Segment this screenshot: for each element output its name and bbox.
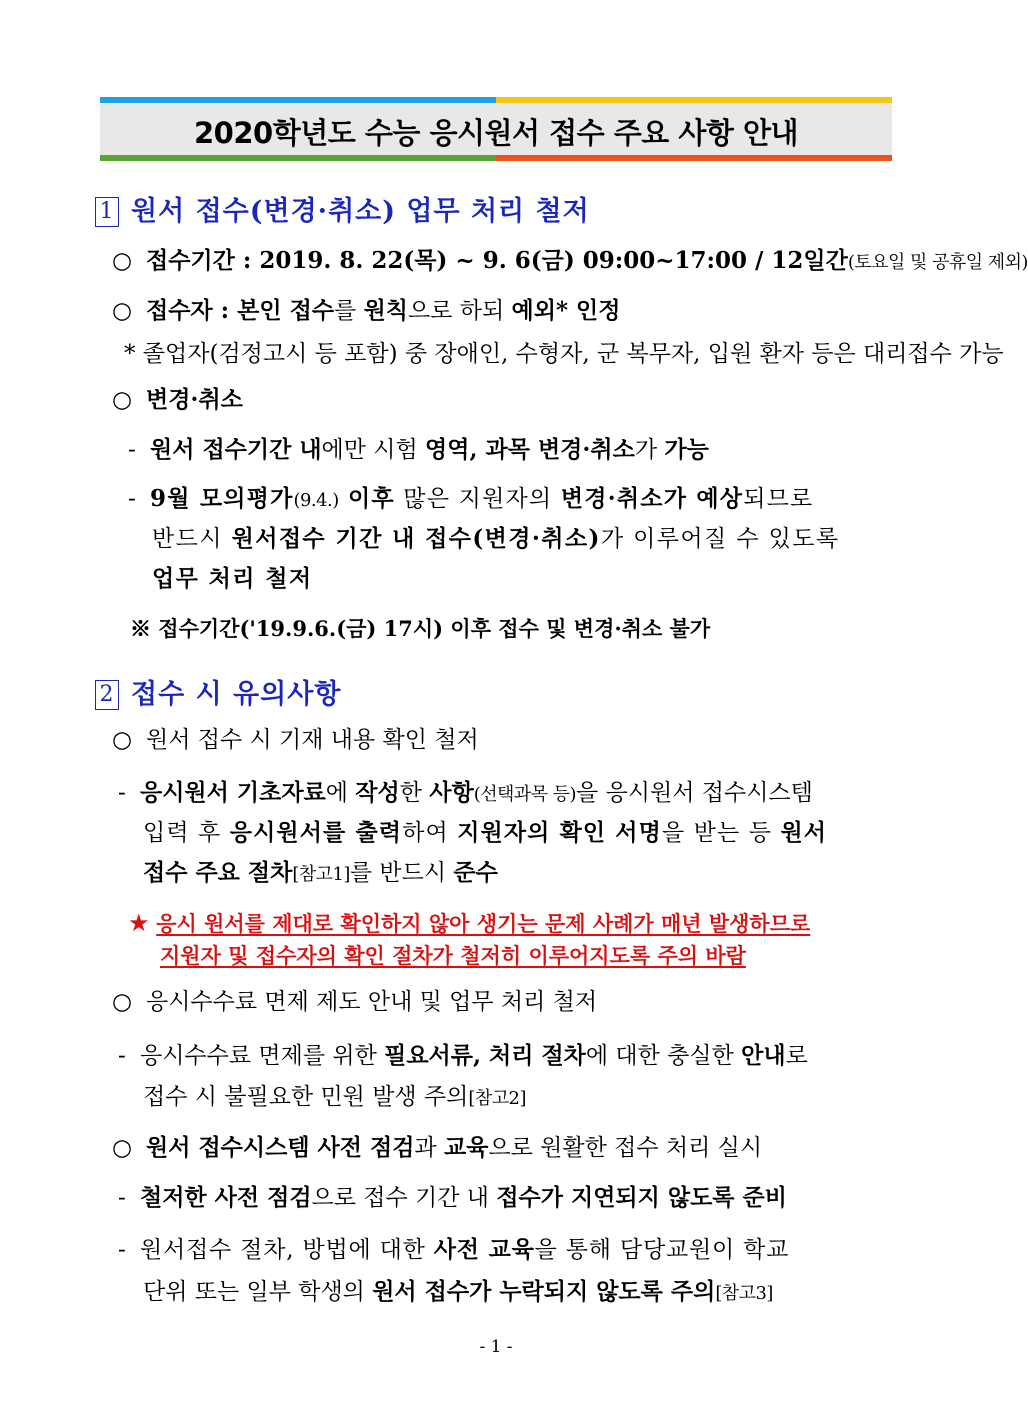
section2-title: 접수 시 유의사항: [131, 679, 342, 710]
check1-l1c: 작성: [355, 779, 400, 806]
change2-l1f: 되므로: [743, 486, 814, 512]
check1-line2: [143, 821, 827, 845]
check1-l3c: 를 반드시: [349, 860, 454, 886]
change1-a: 원서 접수기간 내: [150, 436, 322, 463]
change1-e: 가능: [664, 436, 709, 463]
alert-text-2: 지원자 및 접수자의 확인 절차가 철저히 이루어지도록 주의 바람: [160, 943, 746, 968]
system2-l2b: 원서 접수가 누락되지 않도록 주의: [372, 1278, 716, 1305]
section2-number: 2: [95, 680, 119, 710]
check-heading-line: [112, 729, 479, 752]
dash-icon: -: [118, 1185, 126, 1211]
check1-l2a: 입력 후: [143, 820, 230, 846]
dash-icon: -: [128, 486, 137, 512]
receiver-text-d: 으로 하되: [408, 298, 512, 324]
alert-line2: [160, 945, 746, 967]
change2-l1b: (9.4.): [293, 490, 339, 511]
dash-icon: -: [118, 1043, 126, 1069]
fee1-l1b: 필요서류, 처리 절차: [384, 1042, 586, 1069]
change2-l1d: 많은 지원자의: [394, 486, 561, 512]
system2-l1a: 원서접수 절차, 방법에 대한: [140, 1237, 434, 1263]
system2-line2: [143, 1280, 773, 1304]
bullet-icon: ○: [112, 387, 133, 413]
banner-bar-green: [100, 155, 496, 161]
check1-l2f: 원서: [780, 819, 828, 846]
change-heading: 변경·취소: [146, 386, 243, 413]
bullet-icon: ○: [112, 248, 133, 274]
change2-l1c: 이후: [338, 485, 395, 512]
check1-l3b: [참고1]: [292, 864, 350, 885]
deadline-warning: ※ 접수기간('19.9.6.(금) 17시) 이후 접수 및 변경·취소 불가: [130, 616, 711, 641]
fee1-l2b: [참고2]: [468, 1088, 526, 1109]
check1-l1f: (선택과목 등): [473, 784, 577, 805]
star-icon: ★: [128, 909, 150, 937]
change2-line3: 업무 처리 철저: [152, 565, 313, 592]
section1-title: 원서 접수(변경·취소) 업무 처리 철저: [131, 196, 590, 227]
system1-c: 접수가 지연되지 않도록 준비: [496, 1184, 787, 1211]
check1-l2b: 응시원서를 출력: [229, 819, 403, 846]
banner-bar-yellow: [496, 97, 892, 103]
period-note: (토요일 및 공휴일 제외): [847, 252, 1028, 273]
fee1-line1: [118, 1044, 808, 1068]
dash-icon: -: [128, 437, 136, 463]
check1-line3: [143, 861, 498, 885]
alert-line1: [128, 911, 810, 935]
receiver-text-b: 를: [334, 298, 364, 324]
check1-l2e: 을 받는 등: [661, 820, 781, 846]
system-heading-b: 과: [414, 1135, 444, 1161]
period-line: [112, 249, 1028, 273]
change2-l2c: 가 이루어질 수 있도록: [600, 526, 840, 552]
check1-l3d: 준수: [453, 859, 498, 886]
bullet-icon: ○: [112, 989, 133, 1015]
check1-line1: [118, 781, 813, 805]
change2-l1e: 변경·취소가 예상: [560, 485, 744, 512]
change2-l1a: 9월 모의평가: [150, 485, 294, 512]
receiver-text-c: 원칙: [363, 297, 409, 324]
fee1-line2: [143, 1086, 526, 1109]
fee1-l1d: 안내: [741, 1042, 786, 1069]
fee1-l1a: 응시수수료 면제를 위한: [140, 1043, 385, 1069]
system1-a: 철저한 사전 점검: [140, 1184, 312, 1211]
change2-line2: [152, 527, 840, 551]
system-heading-line: [112, 1136, 762, 1160]
change2-line1: [128, 487, 813, 511]
receiver-line: [112, 299, 620, 323]
check1-l1d: 한: [399, 780, 430, 806]
system-heading-c: 교육: [443, 1134, 489, 1161]
system-heading-d: 으로 원활한 접수 처리 실시: [488, 1135, 763, 1161]
banner-bar-blue: [100, 97, 496, 103]
system2-l2c: [참고3]: [715, 1283, 773, 1304]
section1-header: [95, 189, 590, 228]
alert-text-1: 응시 원서를 제대로 확인하지 않아 생기는 문제 사례가 매년 발생하므로: [156, 911, 811, 936]
check1-l1e: 사항: [429, 779, 474, 806]
check1-l3a: 접수 주요 절차: [143, 859, 293, 886]
fee-heading: 응시수수료 면제 제도 안내 및 업무 처리 철저: [146, 989, 598, 1015]
page-number: - 1 -: [479, 1337, 513, 1357]
fee-heading-line: [112, 991, 597, 1014]
banner-bar-orange: [496, 155, 892, 161]
title-banner: [100, 97, 892, 161]
system2-l2a: 단위 또는 일부 학생의: [143, 1279, 373, 1305]
fee1-l2a: 접수 시 불필요한 민원 발생 주의: [143, 1084, 469, 1110]
change1-d: 가: [634, 437, 665, 463]
bullet-icon: ○: [112, 298, 133, 324]
check1-l1g: 을 응시원서 접수시스템: [576, 780, 813, 806]
check1-l1b: 에: [325, 780, 356, 806]
system1-b: 으로 접수 기간 내: [311, 1185, 497, 1211]
system1-line: [118, 1186, 787, 1210]
bullet-icon: ○: [112, 1135, 133, 1161]
check-heading: 원서 접수 시 기재 내용 확인 철저: [146, 727, 479, 753]
document-title: 2020학년도 수능 응시원서 접수 주요 사항 안내: [193, 116, 799, 150]
period-label: 접수기간 : 2019. 8. 22(목) ~ 9. 6(금) 09:00~17:00 / 12일간: [146, 247, 848, 274]
bullet-icon: ○: [112, 727, 133, 753]
system-heading-a: 원서 접수시스템 사전 점검: [146, 1134, 415, 1161]
system2-l1c: 을 통해 담당교원이 학교: [534, 1237, 790, 1263]
check1-l2c: 하여: [402, 820, 458, 846]
change1-line: [128, 438, 709, 462]
change2-l2a: 반드시: [152, 526, 232, 552]
fee1-l1c: 에 대한 충실한: [585, 1043, 742, 1069]
change-heading-line: [112, 388, 243, 412]
dash-icon: -: [118, 1237, 127, 1263]
section1-number: 1: [95, 197, 119, 227]
system2-l1b: 사전 교육: [433, 1236, 535, 1263]
fee1-l1e: 로: [785, 1043, 808, 1069]
footnote: * 졸업자(검정고시 등 포함) 중 장애인, 수형자, 군 복무자, 입원 환자 등은 대리접수 가능: [124, 341, 1004, 367]
section2-header: [95, 672, 341, 711]
change1-c: 영역, 과목 변경·취소: [425, 436, 635, 463]
dash-icon: -: [118, 780, 126, 806]
receiver-text-a: 접수자 : 본인 접수: [146, 297, 335, 324]
change1-b: 에만 시험: [321, 437, 426, 463]
change2-l2b: 원서접수 기간 내 접수(변경·취소): [231, 525, 601, 552]
check1-l1a: 응시원서 기초자료: [140, 779, 326, 806]
check1-l2d: 지원자의 확인 서명: [457, 819, 662, 846]
system2-line1: [118, 1238, 789, 1262]
receiver-text-e: 예외* 인정: [511, 297, 621, 324]
